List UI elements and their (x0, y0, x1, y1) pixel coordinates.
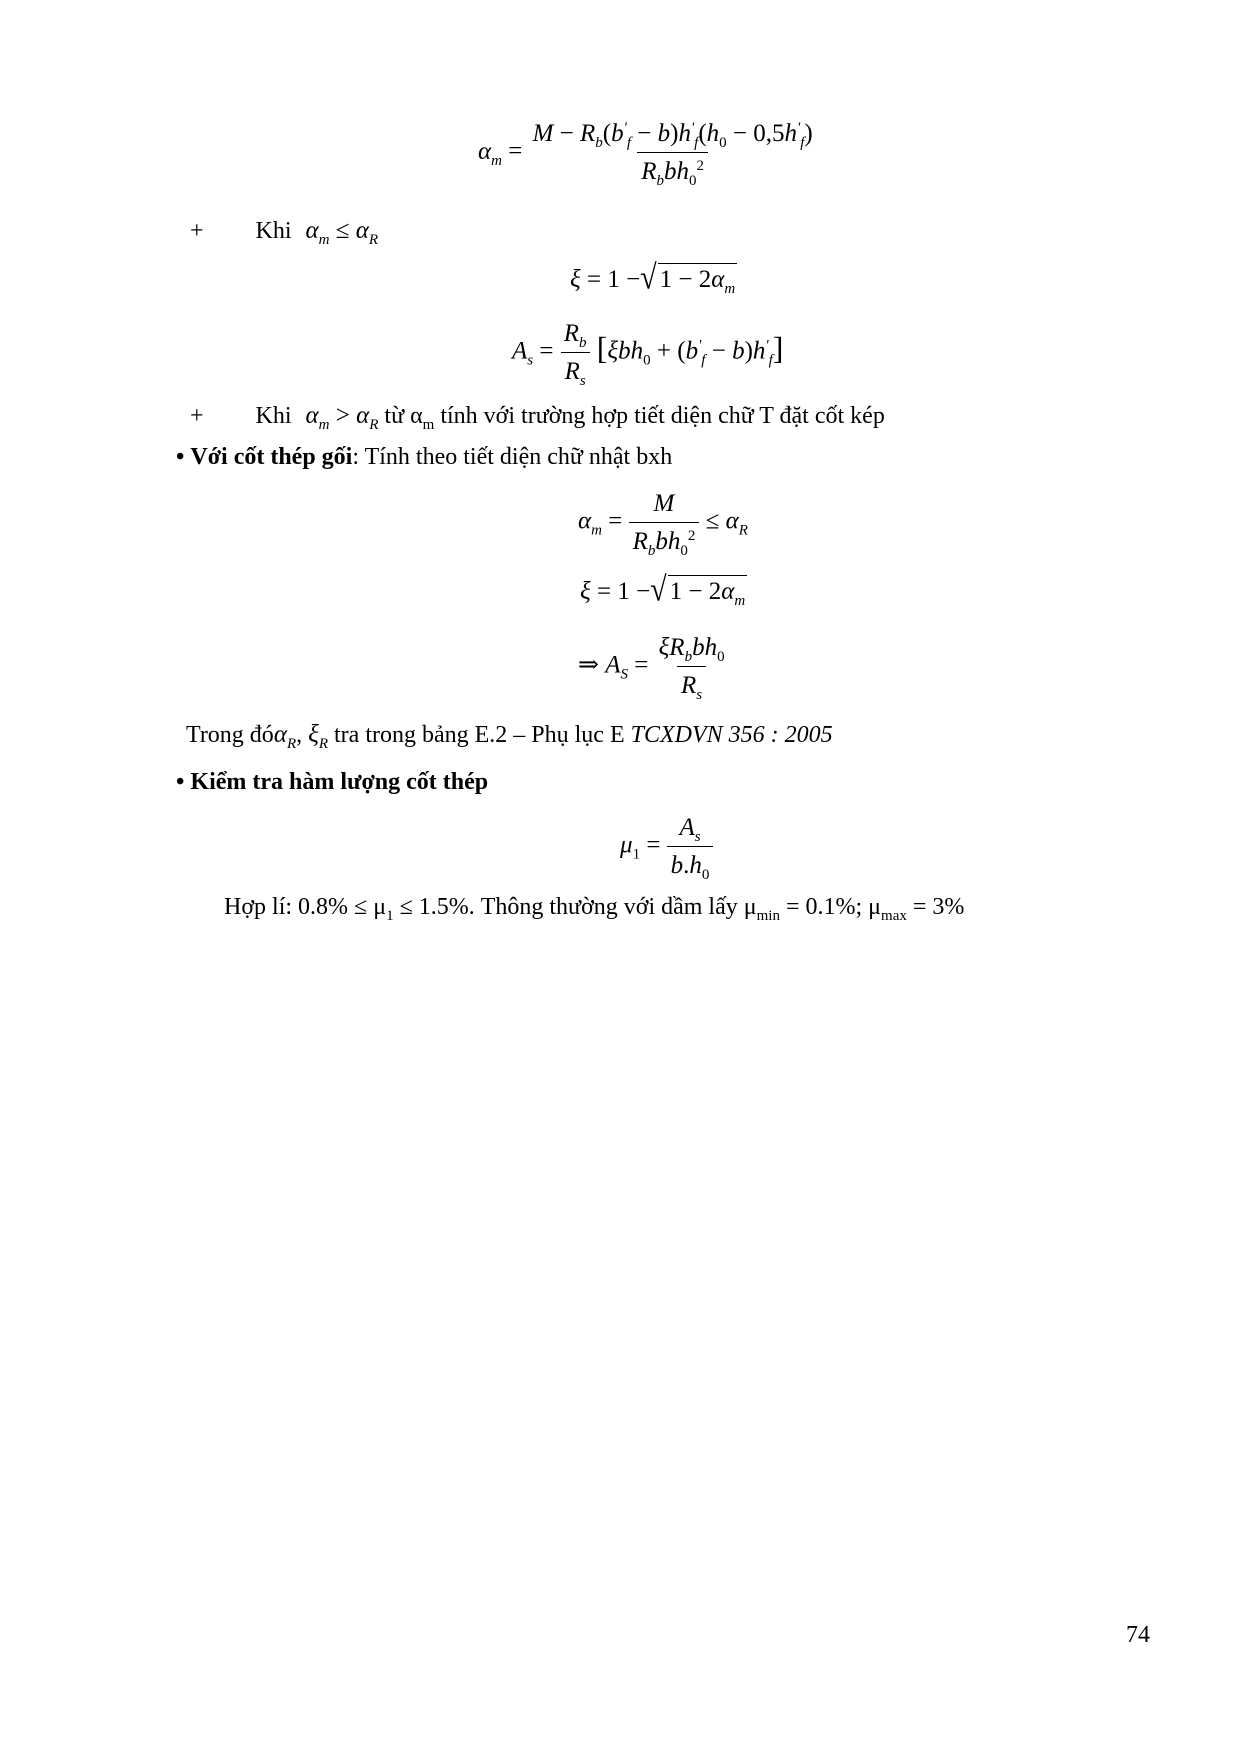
trongdo-prefix: Trong đó (186, 722, 274, 748)
support-text: : Tính theo tiết diện chữ nhật bxh (352, 444, 673, 470)
equation-as-rect: ⇒ $A_S$ = $\frac{\xi R_bbh_0}{R_s}$ (578, 634, 725, 703)
hopli-sub1: 1 (386, 908, 394, 924)
case1-khi: Khi (255, 218, 292, 244)
case2-line: + Khi $\alpha_m > \alpha_R$ từ $\alpha_m$ tính với trường hợp tiết diện chữ T đặt cốt kép (190, 402, 885, 433)
hopli-sub2: min (756, 908, 780, 924)
trongdo-mid: tra trong bảng E.2 – Phụ lục E (328, 722, 631, 748)
check-steel-line (176, 767, 488, 797)
case2-khi: Khi (255, 403, 292, 429)
hopli-d: = 3% (906, 894, 965, 920)
hopli-c: = 0.1%; μ (779, 894, 882, 920)
trongdo-standard: TCXDVN 356 : 2005 (630, 722, 833, 748)
check-heading: Kiểm tra hàm lượng cốt thép (190, 769, 489, 795)
case1-line: + Khi $\alpha_m \le \alpha_R$ (190, 217, 379, 248)
equation-xi-1: ξ = 1 −√ $1 - 2\alpha_m$ (570, 258, 736, 297)
case2-marker: + (190, 403, 204, 429)
hopli-sub3: max (881, 908, 907, 924)
equation-xi-2: ξ = 1 −√ $1 - 2\alpha_m$ (580, 570, 746, 609)
hopli-b: ≤ 1.5%. Thông thường với dầm lấy μ (393, 894, 757, 920)
equation-alpha-m-rect: $\alpha_m$ = $\frac{M}{R_bbh_0^2}$ ≤ $\alpha_R$ (578, 490, 748, 559)
bullet-icon-2: • (176, 769, 185, 795)
equation-as-tsection: $A_s$ = $\frac{R_b}{R_s}$ $[\xi bh_0 + (b'_f - b)h'_f]$ (512, 320, 784, 389)
support-steel-line (176, 442, 672, 472)
case2-sub: m (422, 417, 435, 433)
case2-rest: tính với trường hợp tiết diện chữ T đặt cốt kép (434, 403, 885, 429)
trongdo-line: Trong đóα$_R$, $\xi_R$ tra trong bảng E.2 – Phụ lục E TCXDVN 356 : 2005 (186, 721, 833, 752)
equation-mu1: $\mu_1$ = $\frac{A_s}{b.h_0}$ (620, 812, 713, 882)
page-number: 74 (1126, 1622, 1150, 1648)
support-heading: Với cốt thép gối (190, 444, 353, 470)
equation-alpha-m-tsection: $\alpha_m$ = $\frac{M - R_b(b'_f - b)h'_f(h_0 - 0,5h'_f)}{R_bbh_0^2}$ (478, 120, 813, 189)
hopli-a: Hợp lí: 0.8% ≤ μ (224, 894, 387, 920)
case1-marker: + (190, 218, 204, 244)
hopli-line (224, 892, 964, 922)
bullet-icon: • (176, 444, 185, 470)
case2-text: từ α (378, 403, 423, 429)
